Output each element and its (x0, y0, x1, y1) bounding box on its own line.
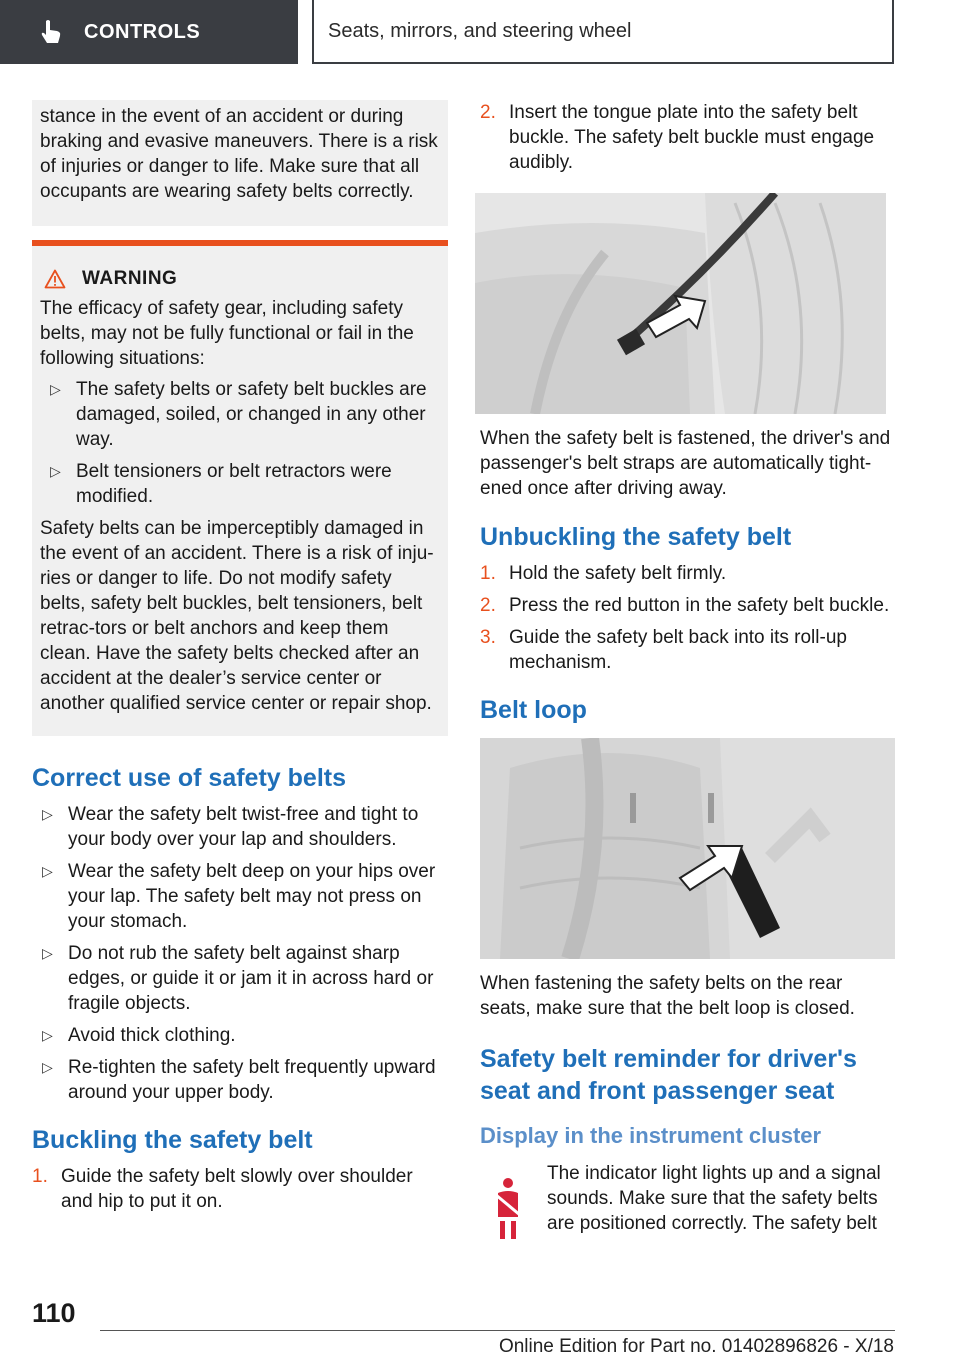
page-number: 110 (32, 1298, 76, 1328)
indicator-block (480, 1161, 895, 1249)
list-item: ▷ Wear the safety belt twist-free and tight to your body over your lap and shoulders. (42, 804, 419, 850)
list-item: ▷ Do not rub the safety belt against sharp edges, or guide it or jam it in across hard or fragile objects. (42, 943, 434, 1014)
buckling-steps-continued (480, 100, 895, 175)
warning-list (40, 377, 440, 509)
right-column (480, 100, 895, 1249)
list-item: ▷ Re-tighten the safety belt frequently upward around your upper body. (42, 1057, 436, 1103)
buckle-illustration (475, 193, 886, 414)
unbuckling-steps (480, 561, 895, 675)
section-header (312, 0, 894, 64)
seat-buckle-image (475, 193, 886, 414)
warning-header (40, 268, 440, 290)
fastened-text: When the safety belt is fastened, the driver's and passenger's belt straps are automatically tight-ened once after driving away. (480, 428, 891, 499)
heading-unbuckling: Unbuckling the safety belt (480, 523, 792, 551)
warning-continuation-box (32, 100, 448, 226)
belt-loop-illustration (480, 738, 895, 959)
section-title: Seats, mirrors, and steering wheel (328, 19, 632, 42)
heading-correct-use: Correct use of safety belts (32, 764, 346, 792)
heading-buckling: Buckling the safety belt (32, 1126, 313, 1154)
list-item: 3. Guide the safety belt back into its roll-up mechanism. (480, 627, 847, 673)
triangle-bullet-icon: ▷ (42, 945, 53, 961)
warning-triangle-icon (44, 269, 66, 289)
list-item: 1. Guide the safety belt slowly over shoulder and hip to put it on. (32, 1166, 413, 1212)
heading-belt-loop: Belt loop (480, 696, 587, 724)
triangle-bullet-icon: ▷ (42, 1059, 53, 1075)
triangle-bullet-icon: ▷ (50, 463, 61, 479)
list-item: ▷ Avoid thick clothing. (42, 1025, 236, 1046)
list-item: 1. Hold the safety belt firmly. (480, 563, 727, 584)
footer-divider (100, 1330, 895, 1331)
warning-lead: The efficacy of safety gear, including safety belts, may not be fully functional or fail in the following situations: (40, 298, 414, 369)
triangle-bullet-icon: ▷ (42, 1027, 53, 1043)
belt-loop-image (480, 738, 895, 959)
list-item: 2. Press the red button in the safety belt buckle. (480, 595, 890, 616)
list-item: ▷ The safety belts or safety belt buckles are damaged, soiled, or changed in any other way. (50, 379, 427, 450)
warning-box (32, 246, 448, 736)
belt-loop-text: When fastening the safety belts on the rear seats, make sure that the belt loop is closed. (480, 973, 855, 1019)
chapter-label: CONTROLS (84, 20, 201, 43)
edition-note: Online Edition for Part no. 01402896826 - X/18 (498, 1336, 894, 1357)
triangle-bullet-icon: ▷ (42, 863, 53, 879)
warning-closing: Safety belts can be imperceptibly damaged in the event of an accident. There is a risk of inju-ries or danger to life. Do not modify safety belts, safety belt buckles, belt tensioners, belt retrac-tors or belt anchors and keep them clean. Have the safety belts checked after an accident at the dealer’s service center or another qualified service center or repair shop. (40, 518, 434, 714)
warning-continuation-text: stance in the event of an accident or during braking and evasive maneuvers. There is a risk of injuries or danger to life. Make sure that all occupants are wearing safety belts correctly. (40, 106, 438, 202)
chapter-tab (0, 0, 298, 64)
subheading-display: Display in the instrument cluster (480, 1123, 822, 1148)
triangle-bullet-icon: ▷ (42, 806, 53, 822)
seatbelt-warning-icon (480, 1169, 536, 1249)
left-column (32, 100, 448, 1221)
list-item: ▷ Belt tensioners or belt retractors were modified. (50, 461, 392, 507)
list-item: 2. Insert the tongue plate into the safety belt buckle. The safety belt buckle must engage audibly. (480, 102, 875, 173)
heading-reminder: Safety belt reminder for driver's seat and front passenger seat (480, 1045, 857, 1105)
indicator-text: The indicator light lights up and a signal sounds. Make sure that the safety belts are positioned correctly. The safety belt (547, 1163, 881, 1234)
triangle-bullet-icon: ▷ (50, 381, 61, 397)
correct-use-list (32, 802, 448, 1105)
buckling-steps (32, 1164, 448, 1214)
list-item: ▷ Wear the safety belt deep on your hips over your lap. The safety belt may not press on your stomach. (42, 861, 436, 932)
warning-title: WARNING (82, 268, 178, 289)
hand-pointer-icon (40, 19, 62, 45)
